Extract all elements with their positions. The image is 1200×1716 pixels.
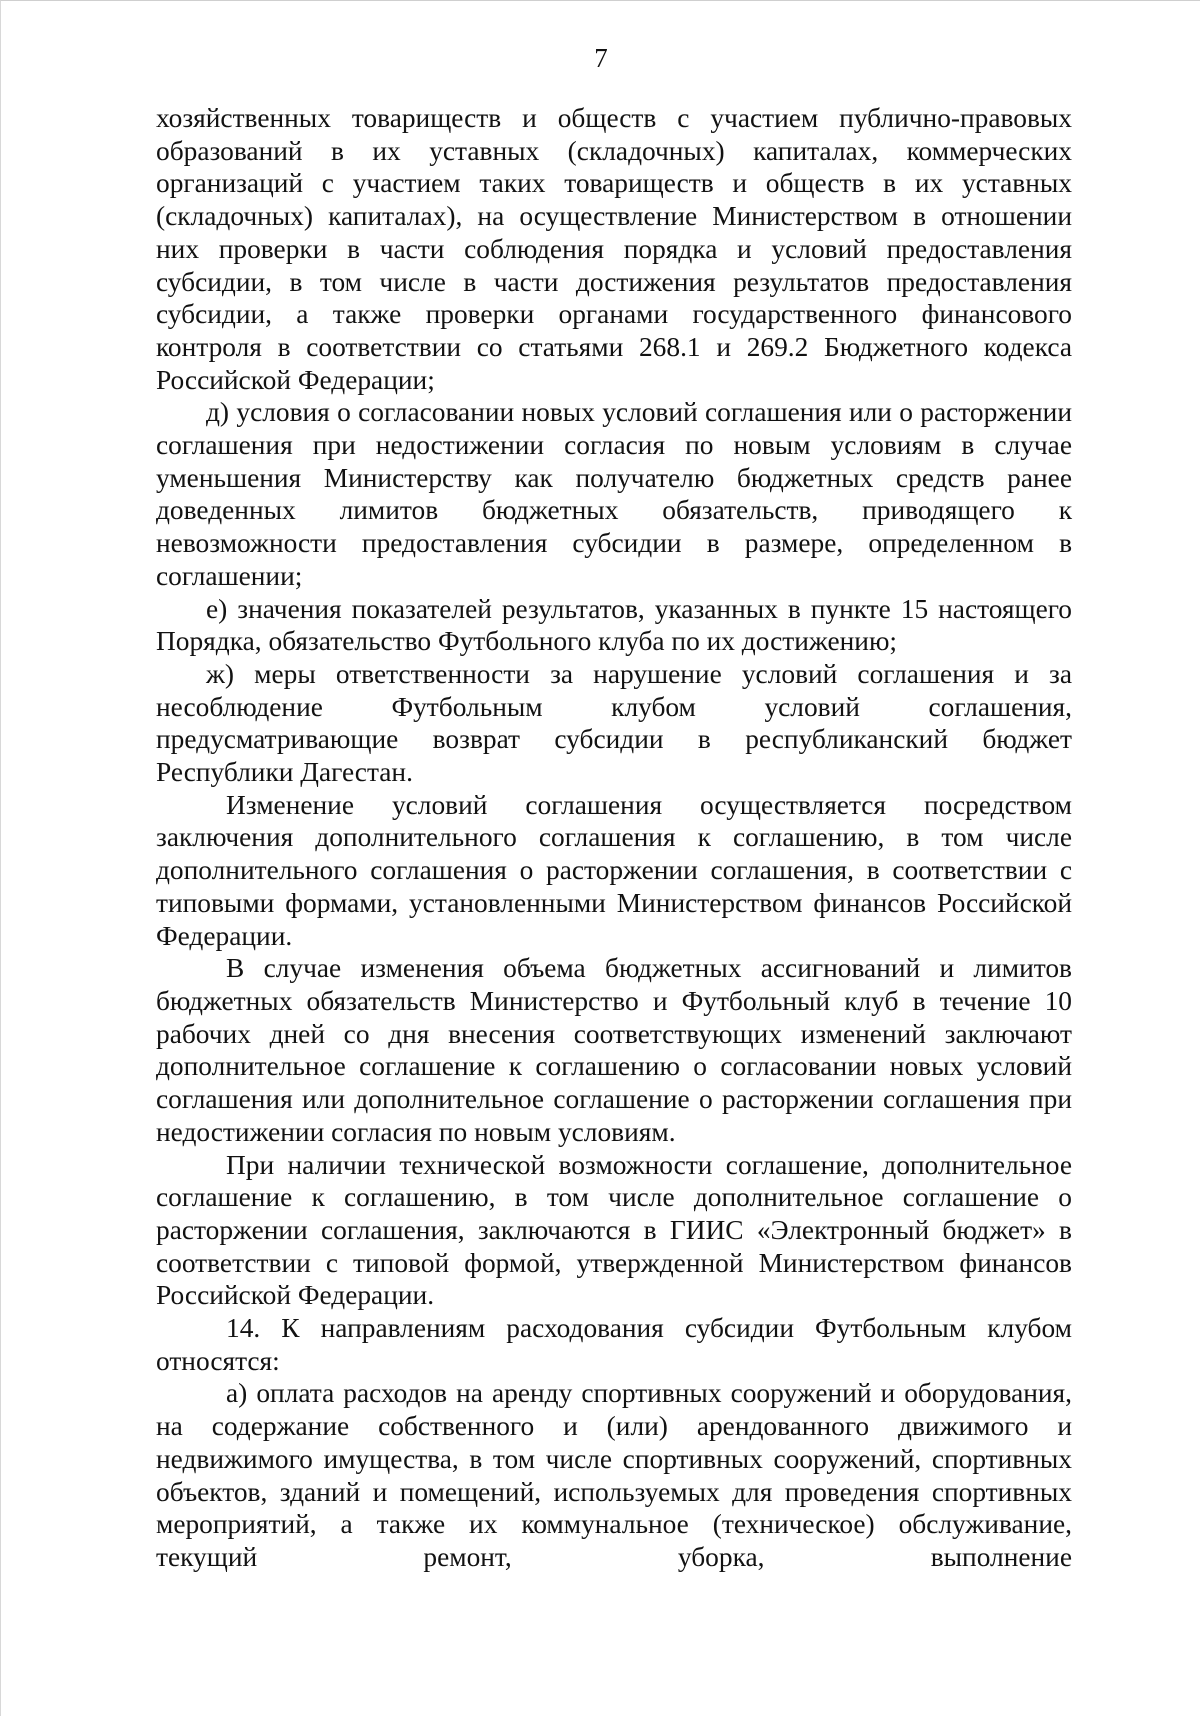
- paragraph-giis: При наличии технической возможности соглашение, дополнительное соглашение к соглашению, в том числе дополнительное соглашение о расторжении соглашения, заключаются в ГИИС «Электронный бюджет» в соответствии с типовой формой, утвержденной Министерством финансов Российской Федерации.: [156, 1149, 1072, 1311]
- paragraph-item-d: д) условия о согласовании новых условий соглашения или о расторжении соглашения при недостижении согласия по новым условиям в случае уменьшения Министерству как получателю бюджетных средств ранее доведенных лимитов бюджетных обязательств, приводящего к невозможности предоставления субсидии в размере, определенном в соглашении;: [156, 397, 1072, 591]
- paragraph-budget-change: В случае изменения объема бюджетных ассигнований и лимитов бюджетных обязательств Министерство и Футбольный клуб в течение 10 рабочих дней со дня внесения соответствующих изменений заключают дополнительное соглашение к соглашению о согласовании новых условий соглашения или дополнительное соглашение о расторжении соглашения при недостижении согласия по новым условиям.: [156, 953, 1072, 1147]
- paragraph-continuation: хозяйственных товариществ и обществ с участием публично-правовых образований в их уставных (складочных) капиталах, коммерческих организаций с участием таких товариществ и обществ в их уставных (складочных) капиталах), на осуществление Министерством в отношении них проверки в части соблюдения порядка и условий предоставления субсидии, в том числе в части достижения результатов предоставления субсидии, а также проверки органами государственного финансового контроля в соответствии со статьями 268.1 и 269.2 Бюджетного кодекса Российской Федерации;: [156, 103, 1072, 395]
- paragraph-item-14a: а) оплата расходов на аренду спортивных сооружений и оборудования, на содержание собственного и (или) арендованного движимого и недвижимого имущества, в том числе спортивных сооружений, спортивных объектов, зданий и помещений, используемых для проведения спортивных мероприятий, а также их коммунальное (техническое) обслуживание, текущий ремонт, уборка, выполнение: [156, 1378, 1072, 1572]
- paragraph-item-e: е) значения показателей результатов, указанных в пункте 15 настоящего Порядка, обязательство Футбольного клуба по их достижению;: [156, 593, 1072, 657]
- paragraph-agreement-change: Изменение условий соглашения осуществляется посредством заключения дополнительного соглашения к соглашению, в том числе дополнительного соглашения о расторжении соглашения, в соответствии с типовыми формами, установленными Министерством финансов Российской Федерации.: [156, 789, 1072, 951]
- document-body: [156, 102, 1072, 1574]
- page-number: 7: [594, 43, 608, 73]
- paragraph-item-zh: ж) меры ответственности за нарушение условий соглашения и за несоблюдение Футбольным клубом условий соглашения, предусматривающие возврат субсидии в республиканский бюджет Республики Дагестан.: [156, 658, 1072, 788]
- paragraph-item-14: 14. К направлениям расходования субсидии Футбольным клубом относятся:: [156, 1313, 1072, 1376]
